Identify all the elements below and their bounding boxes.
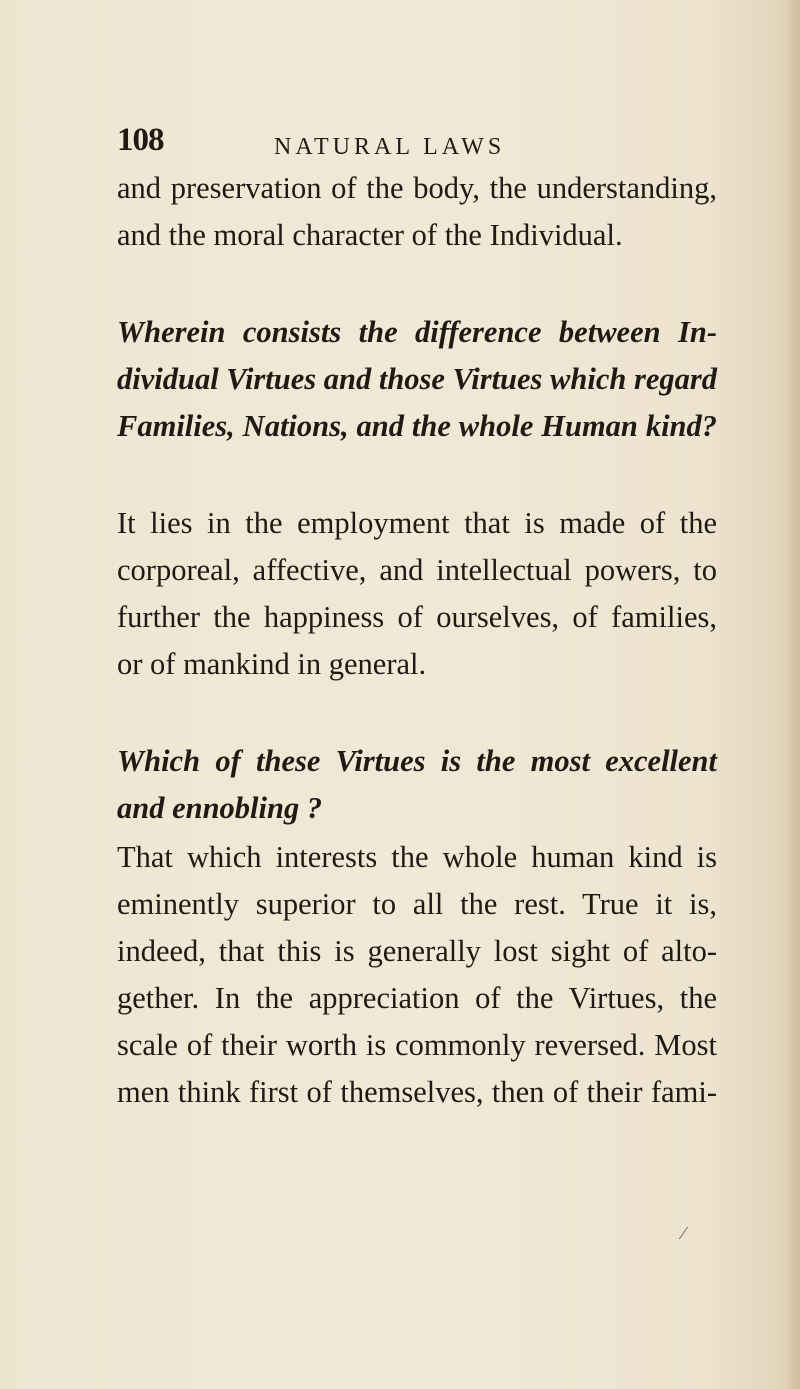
question-line: Wherein consists the difference between In- xyxy=(117,315,717,349)
question-most-excellent-virtue xyxy=(117,738,717,832)
text-line: scale of their worth is commonly reversed. Most xyxy=(117,1028,717,1062)
text-line: gether. In the appreciation of the Virtues, the xyxy=(117,981,717,1015)
question-line: and ennobling ? xyxy=(117,791,323,825)
answer-whole-human-kind xyxy=(117,834,717,1116)
text-line: eminently superior to all the rest. True it is, xyxy=(117,887,717,921)
text-line: indeed, that this is generally lost sight of alto- xyxy=(117,934,717,968)
text-line: corporeal, affective, and intellectual powers, to xyxy=(117,553,717,587)
page-number: 108 xyxy=(117,122,164,158)
question-line: Families, Nations, and the whole Human kind? xyxy=(117,409,717,443)
question-line: dividual Virtues and those Virtues which regard xyxy=(117,362,717,396)
text-line: or of mankind in general. xyxy=(117,647,427,681)
answer-employment-of-powers xyxy=(117,500,717,688)
stray-ink-mark: ⁄ xyxy=(682,1223,686,1243)
running-head xyxy=(117,120,717,170)
page-edge-shadow xyxy=(786,0,800,1389)
text-line: and preservation of the body, the understanding, xyxy=(117,171,717,205)
text-line: That which interests the whole human kind is xyxy=(117,840,717,874)
running-title: NATURAL LAWS xyxy=(274,134,506,160)
paragraph-continuation xyxy=(117,165,717,259)
text-line: men think first of themselves, then of their fami- xyxy=(117,1075,717,1109)
text-line: It lies in the employment that is made of the xyxy=(117,506,717,540)
question-individual-virtues xyxy=(117,309,717,450)
text-line: and the moral character of the Individual. xyxy=(117,218,623,252)
question-line: Which of these Virtues is the most excellent xyxy=(117,744,717,778)
text-line: further the happiness of ourselves, of families, xyxy=(117,600,717,634)
